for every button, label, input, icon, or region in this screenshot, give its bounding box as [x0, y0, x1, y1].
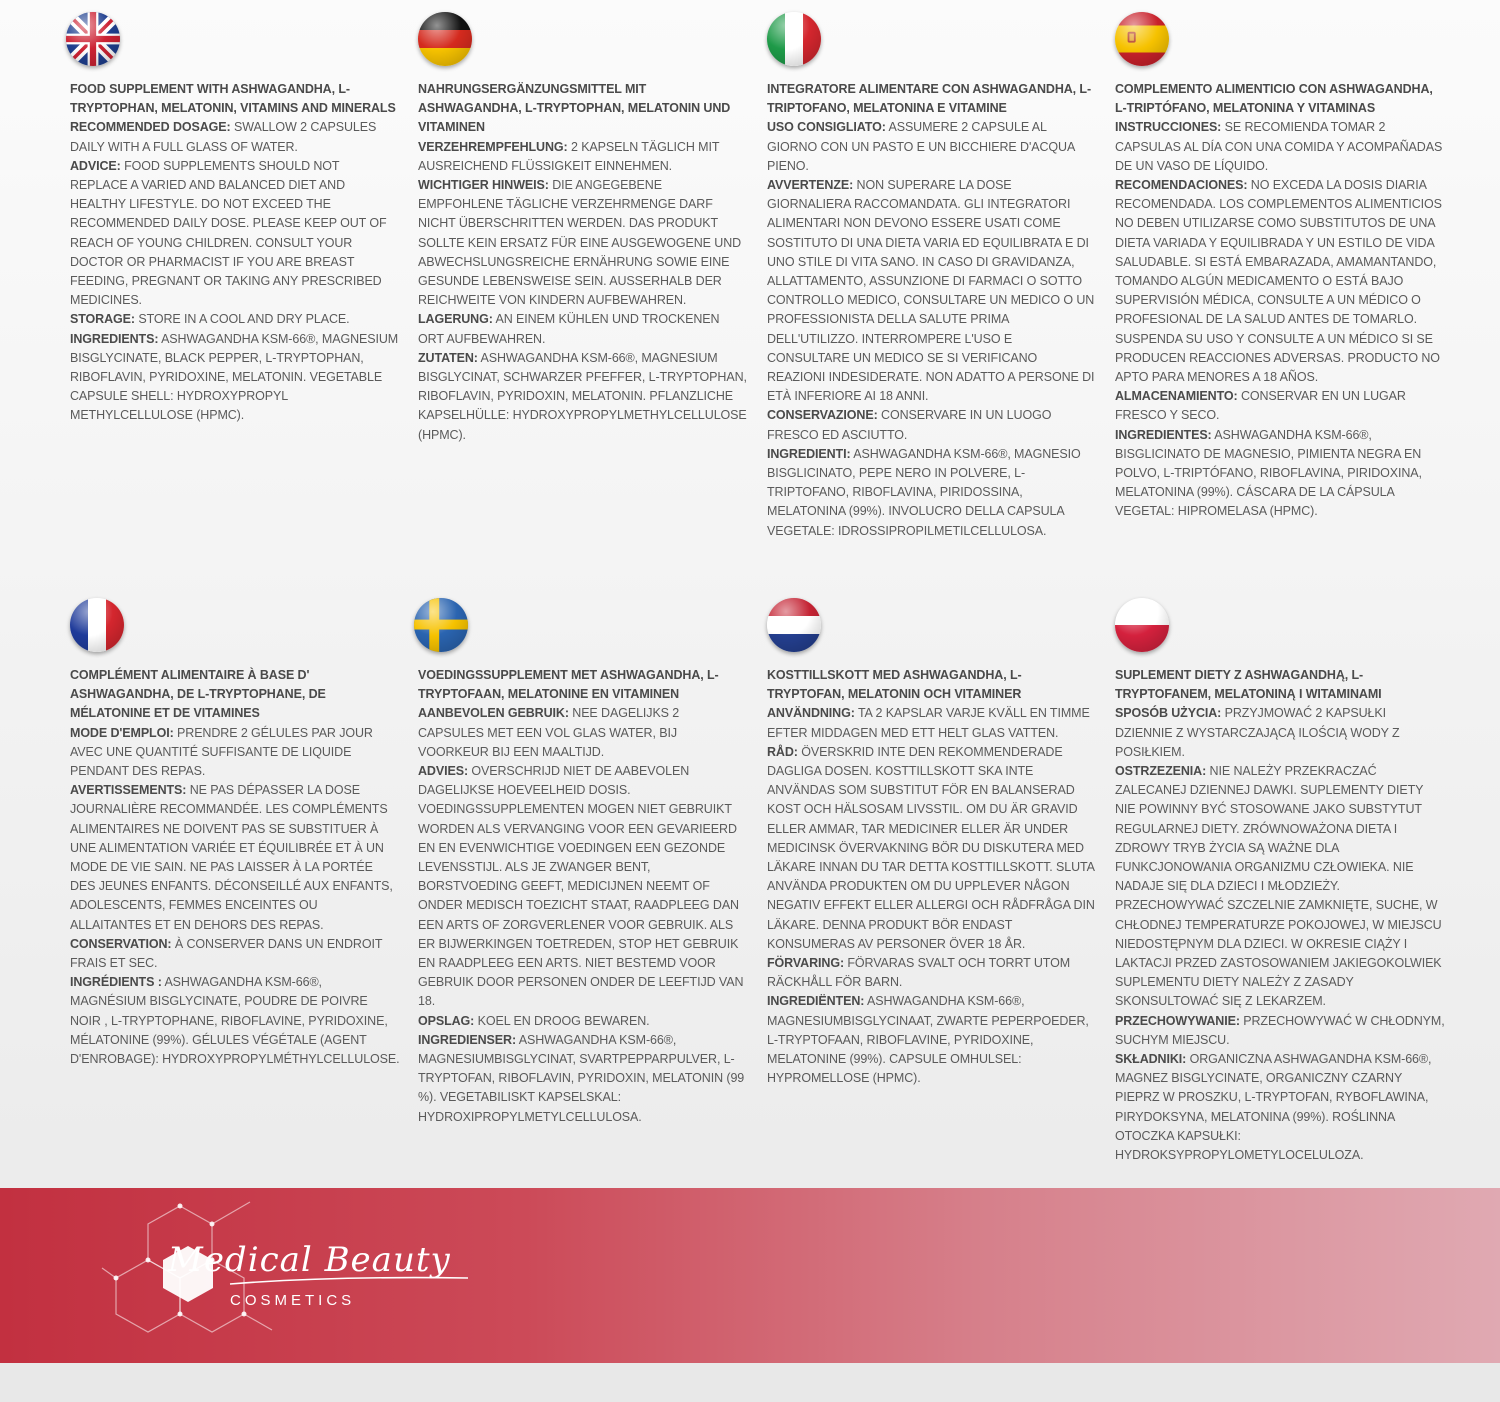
spain-flag-icon	[1115, 12, 1169, 66]
paragraph-label: STORAGE:	[70, 312, 135, 327]
brand-footer	[0, 1188, 1500, 1363]
paragraph-label: INGRÉDIENTS :	[70, 975, 162, 990]
paragraph-text: PRENDRE 2 GÉLULES PAR JOUR AVEC UNE QUANTITÉ SUFFISANTE DE LIQUIDE PENDANT DES REPAS.	[70, 725, 373, 779]
paragraph-text: SE RECOMIENDA TOMAR 2 CAPSULAS AL DÍA CON UNA COMIDA Y ACOMPAÑADAS DE UN VASO DE LÍQUIDO.	[1115, 120, 1443, 173]
paragraph-label: RÅD:	[767, 744, 798, 759]
brand-name: Medical Beauty	[168, 1240, 451, 1280]
germany-flag-icon	[418, 12, 472, 66]
section-paragraph	[767, 176, 1097, 406]
paragraph-label: SPOSÓB UŻYCIA:	[1115, 706, 1222, 721]
sweden-flag-icon	[414, 598, 468, 652]
section-paragraph	[418, 310, 748, 348]
section-de	[418, 12, 748, 445]
section-paragraph	[1115, 387, 1445, 425]
section-title: FOOD SUPPLEMENT WITH ASHWAGANDHA, L-TRYPTOPHAN, MELATONIN, VITAMINS AND MINERALS	[70, 82, 396, 116]
paragraph-label: AVVERTENZE:	[767, 178, 854, 193]
paragraph-label: SKŁADNIKI:	[1115, 1052, 1187, 1067]
section-fr	[70, 598, 400, 1069]
section-paragraph	[418, 176, 748, 310]
netherlands-flag-icon	[767, 598, 821, 652]
paragraph-label: INGREDIËNTEN:	[767, 994, 865, 1009]
paragraph-text: ASHWAGANDHA KSM-66®, BISGLICINATO DE MAGNESIO, PIMIENTA NEGRA EN POLVO, L-TRIPTÓFANO, RIBOFLAVINA, PIRIDOXINA, MELATONINA (99%). CÁSCARA DE LA CÁPSULA VEGETAL: HIPROMELASA (HPMC).	[1115, 427, 1422, 519]
paragraph-label: MODE D'EMPLOI:	[70, 725, 174, 740]
italy-flag-icon	[767, 12, 821, 66]
paragraph-label: ADVIES:	[418, 764, 469, 779]
paragraph-text: AN EINEM KÜHLEN UND TROCKENEN ORT AUFBEWAHREN.	[418, 312, 720, 346]
section-paragraph	[70, 310, 400, 329]
section-paragraph	[418, 138, 748, 176]
paragraph-text: STORE IN A COOL AND DRY PLACE.	[134, 312, 350, 327]
paragraph-label: INGREDIENTES:	[1115, 427, 1212, 442]
paragraph-text: ASHWAGANDHA KSM-66®, MAGNESIUM BISGLYCINATE, BLACK PEPPER, L-TRYPTOPHAN, RIBOFLAVIN, PYRIDOXINE, MELATONIN. VEGETABLE CAPSULE SHELL: HYDROXYPROPYL METHYLCELLULOSE (HPMC).	[70, 331, 399, 423]
paragraph-text: FOOD SUPPLEMENTS SHOULD NOT REPLACE A VARIED AND BALANCED DIET AND HEALTHY LIFESTYLE. DO NOT EXCEED THE RECOMMENDED DAILY DOSE. PLEASE KEEP OUT OF REACH OF YOUNG CHILDREN. CONSULT YOUR DOCTOR OR PHARMACIST IF YOU ARE BREAST FEEDING, PREGNANT OR TAKING ANY PRESCRIBED MEDICINES.	[70, 158, 387, 308]
section-paragraph	[418, 762, 748, 1012]
section-pl	[1115, 598, 1445, 1165]
section-paragraph	[418, 704, 748, 762]
paragraph-text: ASHWAGANDHA KSM-66®, MAGNESIO BISGLICINATO, PEPE NERO IN POLVERE, L-TRIPTOFANO, RIBOFLAVINA, PIRIDOSSINA, MELATONINA (99%). INVOLUCRO DELLA CAPSULA VEGETALE: IDROSSIPROPILMETILCELLULOSA.	[767, 446, 1081, 538]
section-paragraph	[1115, 1012, 1445, 1050]
section-paragraph	[1115, 762, 1445, 1012]
section-paragraph	[70, 724, 400, 782]
section-title: COMPLÉMENT ALIMENTAIRE À BASE D' ASHWAGANDHA, DE L-TRYPTOPHANE, DE MÉLATONINE ET DE VITAMINES	[70, 668, 326, 721]
section-paragraph	[767, 445, 1097, 541]
section-paragraph	[70, 118, 400, 156]
section-title: KOSTTILLSKOTT MED ASHWAGANDHA, L-TRYPTOFAN, MELATONIN OCH VITAMINER	[767, 668, 1022, 702]
paragraph-text: ÖVERSKRID INTE DEN REKOMMENDERADE DAGLIGA DOSEN. KOSTTILLSKOTT SKA INTE ANVÄNDAS SOM SUBSTITUT FÖR EN BALANSERAD KOST OCH HÄLSOSAM LIVSSTIL. OM DU ÄR GRAVID ELLER AMMAR, TAR MEDICINER ELLER ÄR UNDER MEDICINSK ÖVERVAKNING BÖR DU DISKUTERA MED LÄKARE INNAN DU TAR DETTA KOSTTILLSKOTT. SLUTA ANVÄNDA PRODUKTEN OM DU UPPLEVER NÅGON NEGATIV EFFEKT ELLER ALLERGI OCH RÅDFRÅGA DIN LÄKARE. DENNA PRODUKT BÖR ENDAST KONSUMERAS AV PERSONER ÖVER 18 ÅR.	[767, 744, 1095, 951]
paragraph-label: ADVICE:	[70, 158, 121, 173]
paragraph-label: FÖRVARING:	[767, 956, 845, 971]
bottom-strip	[0, 1363, 1500, 1402]
section-paragraph	[1115, 118, 1445, 176]
section-paragraph	[767, 743, 1097, 954]
section-paragraph	[418, 1031, 748, 1127]
paragraph-label: LAGERUNG:	[418, 312, 493, 327]
section-paragraph	[767, 704, 1097, 742]
paragraph-label: INGREDIENTS:	[70, 331, 159, 346]
paragraph-text: NIE NALEŻY PRZEKRACZAĆ ZALECANEJ DZIENNEJ DAWKI. SUPLEMENTY DIETY NIE POWINNY BYĆ STOSOWANE JAKO SUBSTYTUT REGULARNEJ DIETY. ZRÓWNOWAŻONA DIETA I ZDROWY TRYB ŻYCIA SĄ WAŻNE DLA FUNKCJONOWANIA ORGANIZMU CZŁOWIEKA. NIE NADAJE SIĘ DLA DZIECI I MŁODZIEŻY. PRZECHOWYWAĆ SZCZELNIE ZAMKNIĘTE, SUCHE, W CHŁODNEJ TEMPERATURZE POKOJOWEJ, W MIEJSCU NIEDOSTĘPNYM DLA DZIECI. W OKRESIE CIĄŻY I LAKTACJI PRZED ZASTOSOWANIEM JAKIEGOKOLWIEK SUPLEMENTU DIETY NALEŻY Z ZASADY SKONSULTOWAĆ SIĘ Z LEKARZEM.	[1115, 764, 1442, 1009]
section-paragraph	[70, 157, 400, 311]
paragraph-text: SWALLOW 2 CAPSULES DAILY WITH A FULL GLASS OF WATER.	[70, 120, 377, 154]
paragraph-text: NON SUPERARE LA DOSE GIORNALIERA RACCOMANDATA. GLI INTEGRATORI ALIMENTARI NON DEVONO ESSERE USATI COME SOSTITUTO DI UNA DIETA VARIA ED EQUILIBRATA E DI UNO STILE DI VITA SANO. IN CASO DI GRAVIDANZA, ALLATTAMENTO, ASSUNZIONE DI FARMACI O SOTTO CONTROLLO MEDICO, CONSULTARE UN MEDICO O UN PROFESSIONISTA DELLA SALUTE PRIMA DELL'UTILIZZO. INTERROMPERE L'USO E CONSULTARE UN MEDICO SE SI VERIFICANO REAZIONI INDESIDERATE. NON ADATTO A PERSONE DI ETÀ INFERIORE AI 18 ANNI.	[767, 178, 1095, 404]
paragraph-label: WICHTIGER HINWEIS:	[418, 178, 549, 193]
section-paragraph	[1115, 704, 1445, 762]
section-paragraph	[1115, 176, 1445, 387]
uk-flag-icon	[66, 12, 120, 66]
paragraph-label: PRZECHOWYWANIE:	[1115, 1013, 1240, 1028]
section-paragraph	[1115, 1050, 1445, 1165]
section-en	[70, 12, 400, 426]
paragraph-label: INGREDIENSER:	[418, 1032, 517, 1047]
paragraph-label: USO CONSIGLIATO:	[767, 120, 886, 135]
section-paragraph	[767, 118, 1097, 176]
france-flag-icon	[70, 598, 124, 652]
paragraph-text: CONSERVARE IN UN LUOGO FRESCO ED ASCIUTTO.	[767, 408, 1052, 442]
paragraph-label: INGREDIENTI:	[767, 446, 851, 461]
poland-flag-icon	[1115, 598, 1169, 652]
paragraph-label: ANVÄNDNING:	[767, 706, 855, 721]
paragraph-label: OPSLAG:	[418, 1013, 475, 1028]
paragraph-label: AANBEVOLEN GEBRUIK:	[418, 706, 569, 721]
section-sv	[767, 598, 1097, 1088]
section-paragraph	[70, 781, 400, 935]
paragraph-text: ASHWAGANDHA KSM-66®, MAGNESIUMBISGLYCINAAT, ZWARTE PEPERPOEDER, L-TRYPTOFAAN, RIBOFLAVINE, PYRIDOXINE, MELATONINE (99%). CAPSULE OMHULSEL: HYPROMELLOSE (HPMC).	[767, 994, 1089, 1086]
section-paragraph	[418, 1012, 748, 1031]
paragraph-text: PRZYJMOWAĆ 2 KAPSUŁKI DZIENNIE Z WYSTARCZAJĄCĄ ILOŚCIĄ WODY Z POSIŁKIEM.	[1115, 706, 1400, 759]
paragraph-text: À CONSERVER DANS UN ENDROIT FRAIS ET SEC.	[70, 936, 383, 971]
section-es	[1115, 12, 1445, 522]
paragraph-text: 2 KAPSELN TÄGLICH MIT AUSREICHEND FLÜSSIGKEIT EINNEHMEN.	[418, 139, 720, 173]
section-it	[767, 12, 1097, 541]
paragraph-text: NO EXCEDA LA DOSIS DIARIA RECOMENDADA. LOS COMPLEMENTOS ALIMENTICIOS NO DEBEN UTILIZARSE COMO SUBSTITUTOS DE UNA DIETA VARIADA Y EQUILIBRADA Y UN ESTILO DE VIDA SALUDABLE. SI ESTÁ EMBARAZADA, AMAMANTANDO, TOMANDO ALGÚN MEDICAMENTO O ESTÁ BAJO SUPERVISIÓN MÉDICA, CONSULTE A UN MÉDICO O PROFESIONAL DE LA SALUD ANTES DE TOMARLO. SUSPENDA SU USO Y CONSULTE A UN MÉDICO SI SE PRODUCEN REACCIONES ADVERSAS. PRODUCTO NO APTO PARA MENORES A 18 AÑOS.	[1115, 178, 1442, 385]
paragraph-label: RECOMMENDED DOSAGE:	[70, 120, 231, 135]
paragraph-text: ASHWAGANDHA KSM-66®, MAGNESIUMBISGLYCINAT, SVARTPEPPARPULVER, L-TRYPTOFAN, RIBOFLAVIN, PYRIDOXIN, MELATONIN (99 %). VEGETABILISKT KAPSELSKAL: HYDROXIPROPYLMETYLCELLULOSA.	[418, 1032, 745, 1124]
section-nl	[418, 598, 748, 1127]
paragraph-text: FÖRVARAS SVALT OCH TORRT UTOM RÄCKHÅLL FÖR BARN.	[767, 956, 1071, 990]
paragraph-text: NEE DAGELIJKS 2 CAPSULES MET EEN VOL GLAS WATER, BIJ VOORKEUR BIJ EEN MAALTIJD.	[418, 706, 680, 759]
section-paragraph	[1115, 426, 1445, 522]
paragraph-text: ORGANICZNA ASHWAGANDHA KSM-66®, MAGNEZ BISGLYCINATE, ORGANICZNY CZARNY PIEPRZ W PROSZKU, L-TRYPTOFAN, RYBOFLAWINA, PIRYDOKSYNA, MELATONINA (99%). ROŚLINNA OTOCZKA KAPSUŁKI: HYDROKSYPROPYLOMETYLOCELULOZA.	[1115, 1052, 1432, 1163]
paragraph-label: VERZEHREMPFEHLUNG:	[418, 139, 568, 154]
section-title: NAHRUNGSERGÄNZUNGSMITTEL MIT ASHWAGANDHA, L-TRYPTOPHAN, MELATONIN UND VITAMINEN	[418, 82, 731, 135]
paragraph-text: NE PAS DÉPASSER LA DOSE JOURNALIÈRE RECOMMANDÉE. LES COMPLÉMENTS ALIMENTAIRES NE DOIVENT PAS SE SUBSTITUER À UNE ALIMENTATION VARIÉE ET ÉQUILIBRÉE ET À UN MODE DE VIE SAIN. NE PAS LAISSER À LA PORTÉE DES JEUNES ENFANTS. DÉCONSEILLÉ AUX ENFANTS, ADOLESCENTS, FEMMES ENCEINTES OU ALLAITANTES ET EN DEHORS DES REPAS.	[70, 783, 393, 932]
section-title: VOEDINGSSUPPLEMENT MET ASHWAGANDHA, L-TRYPTOFAAN, MELATONINE EN VITAMINEN	[418, 668, 719, 702]
section-paragraph	[418, 349, 748, 445]
paragraph-label: ALMACENAMIENTO:	[1115, 389, 1238, 404]
paragraph-text: CONSERVAR EN UN LUGAR FRESCO Y SECO.	[1115, 389, 1406, 423]
section-paragraph	[70, 935, 400, 973]
section-paragraph	[767, 406, 1097, 444]
paragraph-label: CONSERVATION:	[70, 936, 172, 951]
paragraph-text: ASHWAGANDHA KSM-66®, MAGNESIUM BISGLYCINAT, SCHWARZER PFEFFER, L-TRYPTOPHAN, RIBOFLAVIN, PYRIDOXIN, MELATONIN. PFLANZLICHE KAPSELHÜLLE: HYDROXYPROPYLMETHYLCELLULOSE (HPMC).	[418, 350, 747, 442]
section-paragraph	[767, 992, 1097, 1088]
paragraph-label: INSTRUCCIONES:	[1115, 120, 1222, 135]
paragraph-label: CONSERVAZIONE:	[767, 408, 878, 423]
section-title: SUPLEMENT DIETY Z ASHWAGANDHĄ, L-TRYPTOFANEM, MELATONINĄ I WITAMINAMI	[1115, 668, 1382, 702]
paragraph-text: PRZECHOWYWAĆ W CHŁODNYM, SUCHYM MIEJSCU.	[1115, 1013, 1445, 1047]
paragraph-label: AVERTISSEMENTS:	[70, 783, 187, 798]
paragraph-label: ZUTATEN:	[418, 350, 478, 365]
section-title: INTEGRATORE ALIMENTARE CON ASHWAGANDHA, L-TRIPTOFANO, MELATONINA E VITAMINE	[767, 82, 1092, 116]
paragraph-text: DIE ANGEGEBENE EMPFOHLENE TÄGLICHE VERZEHRMENGE DARF NICHT ÜBERSCHRITTEN WERDEN. DAS PRODUKT SOLLTE KEIN ERSATZ FÜR EINE AUSGEWOGENE UND ABWECHSLUNGSREICHE ERNÄHRUNG SOWIE EINE GESUNDE LEBENSWEISE SEIN. AUSSERHALB DER REICHWEITE VON KINDERN AUFBEWAHREN.	[418, 178, 742, 308]
brand-subtitle: COSMETICS	[230, 1292, 356, 1309]
paragraph-text: ASHWAGANDHA KSM-66®, MAGNÉSIUM BISGLYCINATE, POUDRE DE POIVRE NOIR , L-TRYPTOPHANE, RIBOFLAVINE, PYRIDOXINE, MÉLATONINE (99%). GÉLULES VÉGÉTALE (AGENT D'ENROBAGE): HYDROXYPROPYLMÉTHYLCELLULOSE.	[70, 975, 400, 1067]
section-paragraph	[70, 330, 400, 426]
section-paragraph	[767, 954, 1097, 992]
paragraph-text: ASSUMERE 2 CAPSULE AL GIORNO CON UN PASTO E UN BICCHIERE D'ACQUA PIENO.	[767, 120, 1075, 173]
section-paragraph	[70, 973, 400, 1069]
paragraph-text: KOEL EN DROOG BEWAREN.	[474, 1013, 650, 1028]
paragraph-label: RECOMENDACIONES:	[1115, 178, 1248, 193]
paragraph-text: OVERSCHRIJD NIET DE AABEVOLEN DAGELIJKSE HOEVEELHEID DOSIS. VOEDINGSSUPPLEMENTEN MOGEN NIET GEBRUIKT WORDEN ALS VERVANGING VOOR EEN GEVARIEERD EN EN EVENWICHTIGE VOEDINGEN EEN GEZONDE LEVENSSTIJL. ALS JE ZWANGER BENT, BORSTVOEDING GEEFT, MEDICIJNEN NEEMT OF ONDER MEDISCH TOEZICHT STAAT, RAADPLEEG DAN EEN ARTS OF ZORGVERLENER VOOR GEBRUIK. ALS ER BIJWERKINGEN TOETREDEN, STOP HET GEBRUIK EN RAADPLEEG EEN ARTS. NIET BESTEMD VOOR GEBRUIK DOOR PERSONEN ONDER DE LEEFTIJD VAN 18.	[418, 764, 744, 1009]
paragraph-text: TA 2 KAPSLAR VARJE KVÄLL EN TIMME EFTER MIDDAGEN MED ETT HELT GLAS VATTEN.	[767, 706, 1090, 740]
paragraph-label: OSTRZEZENIA:	[1115, 764, 1207, 779]
section-title: COMPLEMENTO ALIMENTICIO CON ASHWAGANDHA, L-TRIPTÓFANO, MELATONINA Y VITAMINAS	[1115, 82, 1433, 116]
